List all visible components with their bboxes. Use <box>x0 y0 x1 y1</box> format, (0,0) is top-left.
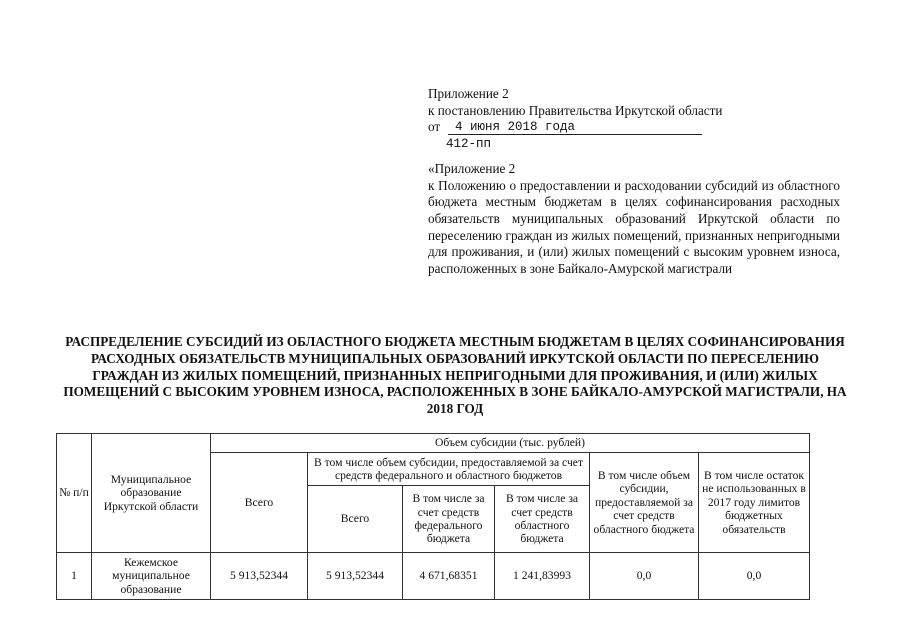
cell-regional: 1 241,83993 <box>495 553 590 600</box>
date-underline <box>448 134 702 135</box>
regulation-reference: к Положению о предоставлении и расходовании субсидий из областного бюджета местным бюджетам в целях софинансирования расходных обязательств муниципальных образований Иркутской области по переселению граждан из жилых помещений, признанных непригодными для проживания, и (или) жилых помещений с высоким уровнем износа, расположенных в зоне Байкало-Амурской магистрали <box>428 177 840 276</box>
col-header-regional-only: В том числе объем субсидии, предоставляемой за счет средств областного бюджета <box>590 453 699 553</box>
table-row <box>57 553 810 600</box>
col-header-number: № п/п <box>57 434 92 553</box>
col-header-fed-regional-total: Всего <box>308 486 403 553</box>
col-header-federal-budget: В том числе за счет средств федерального бюджета <box>403 486 495 553</box>
decree-date: 4 июня 2018 года <box>455 120 576 135</box>
col-header-unused-limits: В том числе остаток не использованных в 2017 году лимитов бюджетных обязательств <box>699 453 810 553</box>
col-header-regional-budget: В том числе за счет средств областного бюджета <box>495 486 590 553</box>
col-header-municipality: Муниципальное образование Иркутской области <box>92 434 211 553</box>
sub-appendix-label: «Приложение 2 <box>428 161 516 177</box>
appendix-header <box>428 86 840 277</box>
cell-total: 5 913,52344 <box>211 553 308 600</box>
ot-label: от <box>428 119 441 135</box>
decree-date-row <box>428 119 840 136</box>
cell-number: 1 <box>57 553 92 600</box>
appendix-label: Приложение 2 <box>428 86 509 101</box>
cell-federal: 4 671,68351 <box>403 553 495 600</box>
decree-number: 412-пп <box>446 137 492 152</box>
subsidy-table <box>56 433 810 600</box>
col-header-subsidy-volume: Объем субсидии (тыс. рублей) <box>211 434 810 453</box>
decree-reference: к постановлению Правительства Иркутской области <box>428 102 723 118</box>
document-title: РАСПРЕДЕЛЕНИЕ СУБСИДИЙ ИЗ ОБЛАСТНОГО БЮДЖЕТА МЕСТНЫМ БЮДЖЕТАМ В ЦЕЛЯХ СОФИНАНСИРОВАНИЯ РАСХОДНЫХ ОБЯЗАТЕЛЬСТВ МУНИЦИПАЛЬНЫХ ОБРАЗОВАНИЙ ИРКУТСКОЙ ОБЛАСТИ ПО ПЕРЕСЕЛЕНИЮ ГРАЖДАН ИЗ ЖИЛЫХ ПОМЕЩЕНИЙ, ПРИЗНАННЫХ НЕПРИГОДНЫМИ ДЛЯ ПРОЖИВАНИЯ, И (ИЛИ) ЖИЛЫХ ПОМЕЩЕНИЙ С ВЫСОКИМ УРОВНЕМ ИЗНОСА, РАСПОЛОЖЕННЫХ В ЗОНЕ БАЙКАЛО-АМУРСКОЙ МАГИСТРАЛИ, НА 2018 ГОД <box>63 334 847 417</box>
cell-municipality: Кежемское муниципальное образование <box>92 553 211 600</box>
cell-regional-only: 0,0 <box>590 553 699 600</box>
col-header-fed-regional-group: В том числе объем субсидии, предоставляемой за счет средств федерального и областного бюджетов <box>308 453 590 486</box>
cell-fed-regional-total: 5 913,52344 <box>308 553 403 600</box>
cell-unused-limits: 0,0 <box>699 553 810 600</box>
col-header-total: Всего <box>211 453 308 553</box>
